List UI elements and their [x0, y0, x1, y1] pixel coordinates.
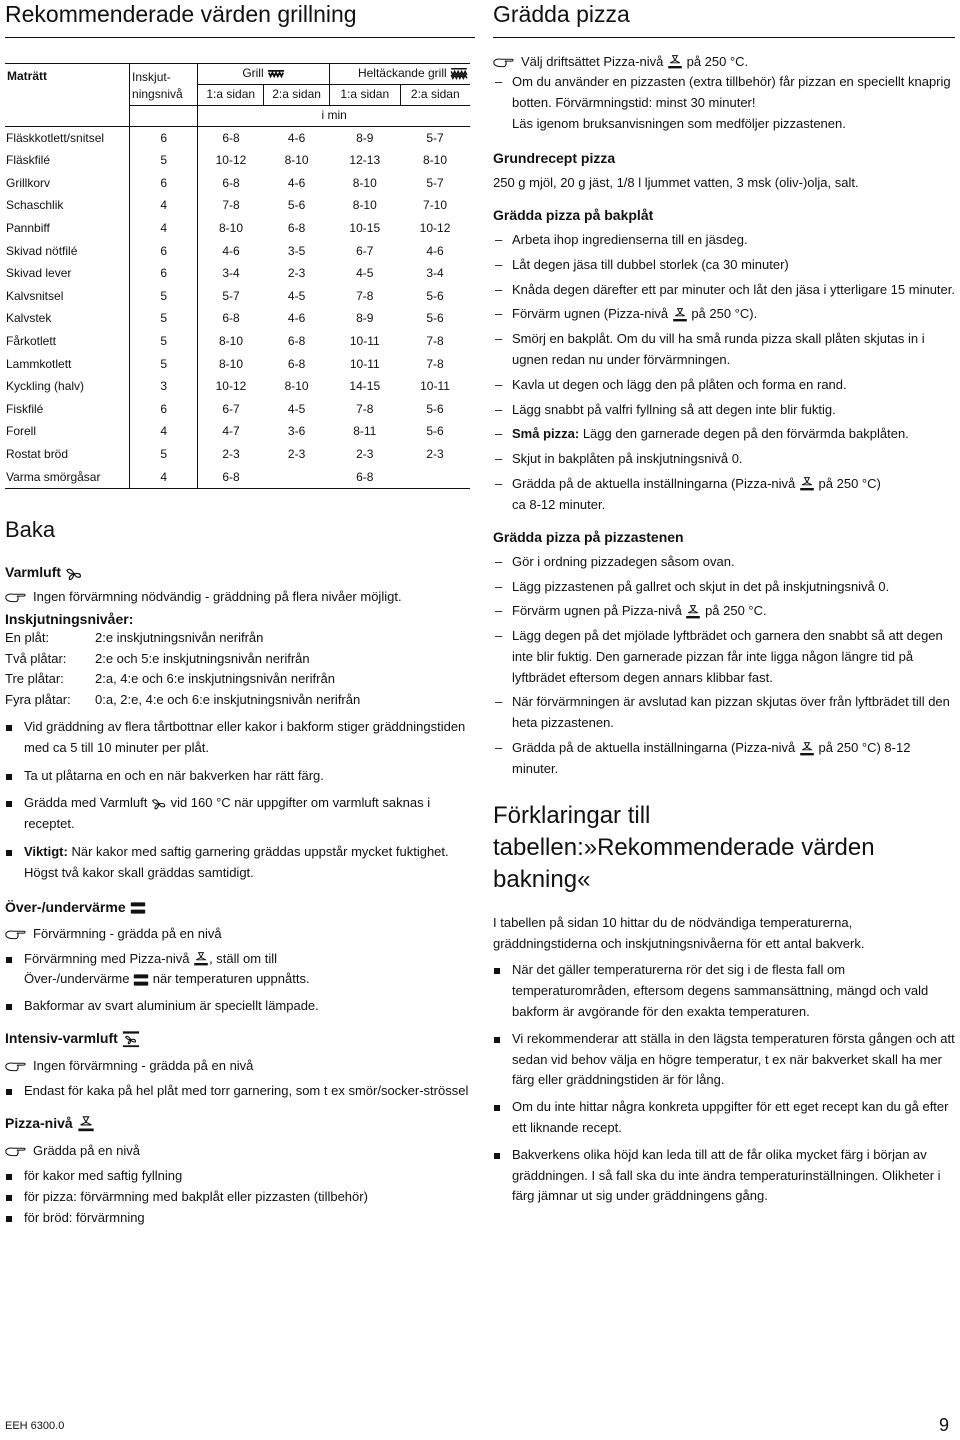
tray-step-small-pizza: – Små pizza: Lägg den garnerade degen på den förvärmda bakplåten. [493, 424, 955, 445]
cell-full-side1: 6-8 [330, 466, 401, 489]
level-key: Fyra plåtar: [5, 692, 71, 708]
cell-level: 6 [130, 240, 198, 263]
unit-label: i min [198, 105, 470, 126]
cell-grill-side2: 8-10 [284, 379, 309, 394]
cell-grill-side1: 6-8 [222, 311, 240, 326]
tray-step-bake: – Grädda på de aktuella inställningarna (Pizza-nivå på 250 °C) ca 8-12 minuter. [493, 474, 955, 516]
cell-dish: Pannbiff [5, 217, 130, 240]
pizza-level-icon [193, 951, 209, 967]
top-bottom-heat-icon [130, 900, 146, 916]
cell-full-side2: 7-8 [426, 334, 444, 349]
cell-level: 5 [130, 353, 198, 376]
pointing-hand-icon [5, 591, 27, 603]
explanations-bullet-2: Vi rekommenderar att ställa in den lägsta temperaturen första gången och att sedan vid behov välja en högre temperatur, t ex när bakverket skall ha mer färg eller gräddningstiden är för lång. [493, 1029, 955, 1091]
cell-full-side2: 5-7 [400, 126, 470, 149]
cell-grill-side1: 8-10 [218, 334, 243, 349]
cell-grill-side2 [264, 466, 330, 489]
cell-dish: Skivad nötfilé [5, 240, 130, 263]
note-varmluft: Ingen förvärmning nödvändig - gräddning på flera nivåer möjligt. [5, 587, 475, 608]
cell-full-side1: 10-11 [349, 334, 380, 349]
cell-full-side2: 3-4 [426, 266, 444, 281]
cell-grill-side1: 4-6 [222, 243, 240, 258]
cell-grill-side1: 7-8 [222, 198, 240, 213]
pizza-level-bullet-1: för kakor med saftig fyllning [5, 1166, 475, 1187]
heading-explanations: Förklaringar till tabellen:»Rekommenderade värden bakning« [493, 801, 875, 894]
cell-dish: Fläskkotlett/snitsel [5, 126, 130, 149]
baka-bullet-3: Grädda med Varmluft vid 160 °C när uppgifter om varmluft saknas i receptet. [5, 793, 475, 835]
cell-full-side1: 4-5 [356, 266, 374, 281]
sub-header-full-side2: 2:a sidan [400, 84, 470, 105]
cell-grill-side2: 4-6 [287, 175, 306, 190]
note-intensive: Ingen förvärmning - grädda på en nivå [5, 1056, 475, 1077]
col-header-dish: Maträtt [5, 63, 130, 126]
note-pizza-level: Grädda på en nivå [5, 1141, 475, 1162]
pizza-level-bullet-3: för bröd: förvärmning [5, 1208, 475, 1229]
cell-grill-side2: 4-5 [287, 401, 306, 416]
note-select-mode: Välj driftsättet Pizza-nivå på 250 °C. [493, 52, 955, 73]
page-title-pizza: Grädda pizza [493, 1, 630, 27]
cell-full-side1: 8-11 [353, 424, 377, 439]
right-column [493, 0, 955, 1207]
cell-full-side1: 14-15 [349, 379, 381, 394]
col-header-fullgrill: Heltäckande grill [330, 63, 471, 84]
cell-dish: Kalvsnitsel [5, 285, 130, 308]
col-header-level: Inskjut- ningsnivå [130, 63, 198, 105]
cell-grill-side2: 4-6 [264, 126, 330, 149]
table-row [5, 398, 470, 421]
level-value: 2:e och 5:e inskjutningsnivån nerifrån [95, 650, 310, 666]
explanations-intro: I tabellen på sidan 10 hittar du de nödvändiga temperaturerna, gräddningstiderna och inskjutningsnivåerna för ett antal bakverk. [493, 914, 865, 951]
heading-baking-tray: Grädda pizza på bakplåt [493, 206, 654, 223]
cell-full-side2: 5-6 [426, 311, 444, 326]
cell-dish: Grillkorv [5, 172, 130, 195]
col-header-grill: Grill [198, 63, 330, 84]
cell-grill-side2: 4-5 [287, 288, 306, 303]
cell-dish: Fläskfilé [5, 149, 130, 172]
pointing-hand-icon [493, 56, 515, 68]
cell-dish: Varma smörgåsar [5, 466, 130, 489]
stone-step-1: – Gör i ordning pizzadegen såsom ovan. [493, 552, 955, 573]
cell-full-side2: 7-8 [426, 356, 444, 371]
cell-level: 4 [130, 466, 198, 489]
explanations-bullet-4: Bakverkens olika höjd kan leda till att de får olika mycket färg i början av gräddningen. I så fall ska du inte ändra temperaturinställningen. Olikheter i färg jämnar ut sig under gräddningens gång. [493, 1145, 955, 1207]
cell-grill-side1: 6-7 [222, 401, 240, 416]
cell-grill-side2: 2-3 [287, 447, 306, 461]
right-title-rule [493, 0, 955, 38]
cell-grill-side1: 5-7 [222, 288, 240, 303]
cell-level: 5 [130, 307, 198, 330]
full-grill-icon [450, 67, 468, 81]
cell-level: 4 [130, 217, 198, 240]
cell-dish: Kyckling (halv) [5, 375, 130, 398]
cell-full-side2: 5-6 [426, 424, 444, 439]
cell-grill-side1: 8-10 [218, 356, 243, 371]
cell-full-side1: 6-7 [356, 243, 374, 258]
table-row [5, 149, 470, 172]
cell-full-side1: 7-8 [356, 288, 374, 303]
level-row [5, 628, 475, 649]
level-row [5, 649, 475, 670]
pizza-level-icon [685, 604, 701, 620]
pizza-level-icon [799, 476, 815, 492]
tray-step-5: – Smörj en bakplåt. Om du vill ha små runda pizza skall plåten skjutas in i ugnen redan nu under förvärmningen. [493, 329, 955, 371]
table-row [5, 443, 470, 466]
cell-level: 4 [130, 420, 198, 443]
stone-step-3: – Förvärm ugnen på Pizza-nivå på 250 °C. [493, 601, 955, 622]
pointing-hand-icon [5, 1060, 27, 1072]
grilling-table [5, 63, 470, 490]
cell-grill-side1: 6-8 [198, 126, 264, 149]
cell-grill-side1: 2-3 [222, 447, 240, 461]
pizza-level-icon [667, 54, 683, 70]
stone-step-6: – Grädda på de aktuella inställningarna (Pizza-nivå på 250 °C) 8-12 minuter. [493, 738, 955, 780]
document-code: EEH 6300.0 [5, 1420, 65, 1432]
cell-level: 6 [130, 398, 198, 421]
level-row [5, 669, 475, 690]
fan-icon [65, 565, 83, 583]
heading-pizza-level: Pizza-nivå [5, 1114, 475, 1133]
table-row [5, 240, 470, 263]
cell-grill-side2: 6-8 [287, 334, 306, 349]
cell-full-side2: 5-6 [426, 401, 444, 416]
page-number: 9 [939, 1415, 950, 1435]
table-row [5, 217, 470, 240]
left-title-rule [5, 0, 475, 38]
sub-header-grill-side1: 1:a sidan [198, 84, 264, 105]
cell-level: 6 [130, 126, 198, 149]
stone-step-5: – När förvärmningen är avslutad kan pizzan skjutas över från lyftbrädet till den heta pizzastenen. [493, 692, 955, 734]
levels-list [5, 628, 475, 711]
cell-dish: Rostat bröd [5, 443, 130, 466]
tray-step-3: – Knåda degen därefter ett par minuter och låt den jäsa i ytterligare 15 minuter. [493, 280, 955, 301]
tray-step-4: – Förvärm ugnen (Pizza-nivå på 250 °C). [493, 304, 955, 325]
pointing-hand-icon [5, 1145, 27, 1157]
cell-level: 5 [130, 149, 198, 172]
cell-full-side1: 10-11 [349, 356, 380, 371]
level-row [5, 690, 475, 711]
tray-step-1: – Arbeta ihop ingredienserna till en jäsdeg. [493, 230, 955, 251]
cell-grill-side1: 10-12 [215, 153, 247, 168]
cell-grill-side1: 6-8 [222, 175, 240, 190]
cell-full-side1: 10-15 [349, 221, 381, 236]
cell-grill-side1: 3-4 [222, 266, 240, 281]
pizza-level-icon [672, 307, 688, 323]
grill-icon [267, 69, 285, 80]
page-title-grilling: Rekommenderade värden grillning [5, 1, 357, 27]
cell-level: 5 [130, 443, 198, 466]
basic-recipe-text: 250 g mjöl, 20 g jäst, 1/8 l ljummet vatten, 3 msk (oliv-)olja, salt. [493, 174, 859, 190]
cell-full-side2 [400, 466, 470, 489]
cell-full-side2: 2-3 [426, 447, 444, 461]
level-value: 2:e inskjutningsnivån nerifrån [95, 629, 264, 645]
table-row [5, 330, 470, 353]
baka-bullet-2: Ta ut plåtarna en och en när bakverken har rätt färg. [5, 766, 475, 787]
cell-level: 3 [130, 375, 198, 398]
left-column [5, 0, 475, 1228]
over-under-bullet-1: Förvärmning med Pizza-nivå , ställ om till Över-/undervärme när temperaturen uppnåtts. [5, 949, 475, 991]
tray-step-7: – Lägg snabbt på valfri fyllning så att degen inte blir fuktig. [493, 400, 955, 421]
level-key: En plåt: [5, 629, 50, 645]
cell-full-side1: 8-10 [352, 198, 377, 213]
cell-full-side2: 10-12 [419, 221, 451, 236]
pointing-hand-icon [5, 928, 27, 940]
note-over-under: Förvärmning - grädda på en nivå [5, 924, 475, 945]
sub-header-full-side1: 1:a sidan [330, 84, 401, 105]
explanations-bullet-1: När det gäller temperaturerna rör det sig i de flesta fall om temperaturområden, eftersom degens sammansättning, mängd och vald bakform är avgörande för den exakta temperaturen. [493, 960, 955, 1022]
heading-intensive: Intensiv-varmluft [5, 1029, 475, 1048]
heading-varmluft: Varmluft [5, 563, 475, 582]
grilling-table-body [5, 126, 470, 489]
cell-grill-side2: 4-6 [287, 311, 306, 326]
over-under-bullet-2: Bakformar av svart aluminium är speciellt lämpade. [5, 996, 475, 1017]
cell-grill-side2: 3-6 [287, 424, 306, 439]
cell-dish: Forell [5, 420, 130, 443]
stone-step-2: – Lägg pizzastenen på gallret och skjut in det på inskjutningsnivå 0. [493, 577, 955, 598]
cell-full-side2: 4-6 [426, 243, 444, 258]
table-row [5, 285, 470, 308]
sub-header-grill-side2: 2:a sidan [264, 84, 330, 105]
cell-full-side1: 8-9 [356, 311, 374, 326]
table-row [5, 353, 470, 376]
table-row [5, 420, 470, 443]
pizza-stone-note: – Om du använder en pizzasten (extra tillbehör) får pizzan en speciellt knaprig botten. Förvärmningstid: minst 30 minuter! Läs igenom bruksanvisningen som medföljer pizzastenen. [493, 72, 955, 134]
heading-pizza-stone: Grädda pizza på pizzastenen [493, 528, 684, 545]
table-row [5, 126, 470, 149]
table-row [5, 194, 470, 217]
heading-basic-recipe: Grundrecept pizza [493, 149, 616, 166]
cell-full-side2: 7-10 [423, 198, 448, 213]
cell-dish: Schaschlik [5, 194, 130, 217]
cell-full-side1: 8-10 [352, 175, 377, 190]
cell-grill-side2: 6-8 [287, 221, 306, 236]
cell-dish: Lammkotlett [5, 353, 130, 376]
heading-levels: Inskjutningsnivåer: [5, 610, 134, 627]
baka-bullet-4: Viktigt: När kakor med saftig garnering gräddas uppstår mycket fuktighet. Högst två kakor skall gräddas samtidigt. [5, 842, 475, 884]
section-title-baka: Baka [5, 517, 56, 543]
level-key: Tre plåtar: [5, 671, 64, 687]
cell-grill-side2: 2-3 [287, 266, 306, 281]
level-value: 2:a, 4:e och 6:e inskjutningsnivån nerifrån [95, 671, 335, 687]
explanations-bullet-3: Om du inte hittar några konkreta uppgifter för ett eget recept kan du gå efter ett liknande recept. [493, 1097, 955, 1139]
cell-full-side1: 2-3 [356, 447, 374, 461]
stone-step-4: – Lägg degen på det mjölade lyftbrädet och garnera den snabbt så att degen inte blir fuktig. Den garnerade pizzan får inte ligga någon längre tid på lyftbrädet eftersom degen annars klibbar fast. [493, 626, 955, 688]
level-key: Två plåtar: [5, 650, 67, 666]
level-value: 0:a, 2:e, 4:e och 6:e inskjutningsnivån nerifrån [95, 692, 361, 708]
top-bottom-heat-icon [133, 972, 149, 988]
tray-step-insert: – Skjut in bakplåten på inskjutningsnivå 0. [493, 449, 955, 470]
cell-grill-side2: 8-10 [284, 153, 309, 168]
baka-bullet-1: Vid gräddning av flera tårtbottnar eller kakor i bakform stiger gräddningstiden med ca 5 till 10 minuter per plåt. [5, 717, 475, 759]
table-row [5, 172, 470, 195]
tray-step-6: – Kavla ut degen och lägg den på plåten och forma en rand. [493, 375, 955, 396]
cell-level: 6 [130, 262, 198, 285]
table-row [5, 262, 470, 285]
cell-grill-side1: 6-8 [198, 466, 264, 489]
cell-grill-side1: 8-10 [218, 221, 243, 236]
pizza-level-icon [799, 741, 815, 757]
cell-dish: Fiskfilé [5, 398, 130, 421]
cell-full-side1: 12-13 [349, 153, 381, 168]
table-row [5, 466, 470, 489]
tray-step-2: – Låt degen jäsa till dubbel storlek (ca 30 minuter) [493, 255, 955, 276]
intensive-fan-icon [122, 1030, 140, 1048]
cell-full-side2: 10-11 [420, 379, 450, 394]
cell-full-side2: 5-6 [426, 288, 444, 303]
cell-grill-side2: 5-6 [287, 198, 306, 213]
cell-dish: Kalvstek [5, 307, 130, 330]
cell-dish: Fårkotlett [5, 330, 130, 353]
table-row [5, 375, 470, 398]
cell-grill-side2: 3-5 [287, 243, 306, 258]
pizza-level-icon [77, 1115, 95, 1133]
cell-level: 4 [130, 194, 198, 217]
pizza-level-bullet-2: för pizza: förvärmning med bakplåt eller pizzasten (tillbehör) [5, 1187, 475, 1208]
cell-grill-side1: 10-12 [215, 379, 247, 394]
cell-grill-side2: 6-8 [287, 356, 306, 371]
cell-full-side2: 8-10 [423, 153, 448, 168]
cell-level: 5 [130, 285, 198, 308]
table-row [5, 307, 470, 330]
cell-full-side2: 5-7 [426, 175, 444, 190]
cell-grill-side1: 4-7 [222, 424, 240, 439]
intensive-bullet-1: Endast för kaka på hel plåt med torr garnering, som t ex smör/socker-strössel [5, 1081, 475, 1102]
cell-level: 6 [130, 172, 198, 195]
cell-full-side1: 7-8 [356, 401, 374, 416]
cell-dish: Skivad lever [5, 262, 130, 285]
fan-icon [151, 796, 167, 812]
heading-over-under: Över-/undervärme [5, 898, 475, 916]
cell-level: 5 [130, 330, 198, 353]
cell-full-side1: 8-9 [330, 126, 401, 149]
